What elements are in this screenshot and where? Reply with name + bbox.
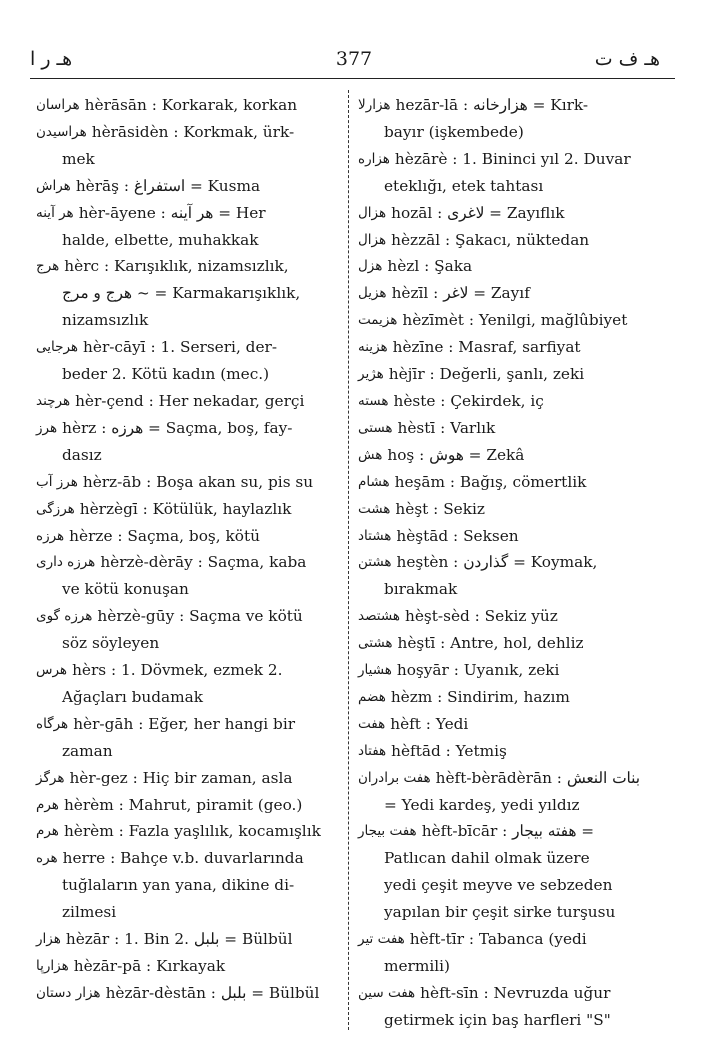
dictionary-entry (358, 280, 670, 307)
dictionary-entry (36, 765, 348, 792)
entry-text: hozāl : لاغری = Zayıflık (391, 203, 565, 222)
arabic-headword: هضم (358, 688, 386, 705)
dictionary-entry (36, 845, 348, 872)
dictionary-entry (36, 388, 348, 415)
entry-text: hèzl : Şaka (387, 257, 473, 276)
column-divider (348, 90, 349, 1030)
arabic-headword: هزارلا (358, 97, 391, 113)
dictionary-entry (358, 307, 670, 334)
entry-text: hèr-gez : Hiç bir zaman, asla (69, 768, 293, 787)
entry-text: nizamsızlık (62, 311, 149, 330)
left-column (36, 92, 348, 1007)
arabic-headword: هراش (36, 177, 71, 194)
entry-text: tuğlaların yan yana, dikine di- (62, 876, 295, 895)
arabic-headword: هشیار (358, 662, 392, 679)
dictionary-entry (358, 334, 670, 361)
entry-continuation (358, 792, 670, 819)
entry-text: hoş : هوش = Zekâ (387, 445, 525, 464)
dictionary-entry (358, 630, 670, 657)
dictionary-entry (358, 657, 670, 684)
arabic-headword: هرجایی (36, 339, 79, 356)
entry-text: getirmek için baş harfleri "S" (384, 1010, 611, 1029)
entry-continuation (36, 307, 348, 334)
dictionary-entry (36, 334, 348, 361)
page-header (0, 48, 708, 78)
entry-continuation (36, 872, 348, 899)
arabic-headword: هرج (36, 258, 60, 275)
entry-text: hèşt : Sekiz (395, 499, 485, 518)
entry-text: mermili) (384, 957, 451, 975)
arabic-headword: هزیل (358, 285, 387, 302)
entry-continuation (358, 899, 670, 926)
entry-text: herre : Bahçe v.b. duvarlarında (62, 849, 304, 868)
entry-continuation (36, 576, 348, 603)
entry-text: hèr-gāh : Eğer, her hangi bir (73, 714, 296, 733)
entry-text: mek (62, 149, 95, 168)
entry-text: hèzārè : 1. Bininci yıl 2. Duvar (394, 149, 631, 168)
entry-continuation (358, 576, 670, 603)
arabic-headword: هرم (36, 796, 59, 813)
entry-text: hèft-bīcār : هفته بیجار = (421, 822, 595, 841)
arabic-headword: هفت (358, 715, 386, 732)
dictionary-entry (358, 388, 670, 415)
arabic-headword: هزال (358, 204, 387, 221)
arabic-headword: هفتاد (358, 742, 387, 759)
dictionary-entry (358, 738, 670, 765)
arabic-headword: هره (36, 850, 58, 867)
dictionary-entry (358, 200, 670, 227)
entry-text: hèrc : Karışıklık, nizamsızlık, (64, 257, 289, 276)
dictionary-entry (358, 253, 670, 280)
arabic-headword: هراسیدن (36, 123, 87, 140)
entry-text: hèrz-āb : Boşa akan su, pis su (82, 472, 314, 491)
entry-text: halde, elbette, muhakkak (62, 230, 259, 249)
header-rule (30, 78, 675, 79)
entry-text: bırakmak (384, 580, 458, 599)
entry-text: hèzīl : لاغر = Zayıf (391, 284, 530, 303)
entry-text: hèrèm : Mahrut, piramit (geo.) (63, 795, 303, 814)
entry-continuation (358, 1007, 670, 1034)
arabic-headword: هرزه داری (36, 554, 96, 571)
dictionary-entry (36, 792, 348, 819)
entry-text: Patlıcan dahil olmak üzere (384, 849, 590, 868)
entry-continuation (358, 872, 670, 899)
entry-continuation (36, 227, 348, 254)
dictionary-entry (36, 119, 348, 146)
entry-text: هرج و مرج ~ = Karmakarışıklık, (62, 284, 301, 303)
entry-text: hèft : Yedi (390, 714, 469, 733)
dictionary-entry (358, 980, 670, 1007)
dictionary-entry (36, 603, 348, 630)
arabic-headword: هشام (358, 473, 390, 490)
dictionary-entry (36, 92, 348, 119)
entry-text: zaman (62, 741, 113, 760)
entry-continuation (36, 146, 348, 173)
entry-text: hèzzāl : Şakacı, nüktedan (391, 230, 590, 249)
entry-text: hezār-lā : هزارخانه = Kırk- (395, 96, 589, 114)
right-column (358, 92, 670, 1034)
dictionary-entry (36, 469, 348, 496)
page-number: 377 (335, 48, 373, 70)
entry-text: ve kötü konuşan (62, 580, 189, 599)
arabic-headword: هرزگی (36, 500, 75, 517)
dictionary-entry (36, 711, 348, 738)
entry-continuation (358, 953, 670, 980)
dictionary-entry (358, 549, 670, 576)
arabic-headword: هش (358, 446, 383, 463)
dictionary-entry (36, 253, 348, 280)
entry-text: hèştī : Antre, hol, dehliz (397, 634, 584, 653)
entry-continuation (36, 442, 348, 469)
dictionary-entry (358, 603, 670, 630)
arabic-headword: هسته (358, 392, 389, 409)
dictionary-entry (36, 496, 348, 523)
arabic-headword: هزینه (358, 339, 388, 356)
dictionary-entry (36, 980, 348, 1007)
dictionary-entry (36, 926, 348, 953)
header-left-letters: هـ ر ا (30, 48, 73, 70)
arabic-headword: هفت تیر (358, 931, 405, 948)
entry-text: hèstī : Varlık (397, 418, 496, 437)
arabic-headword: هژیر (358, 366, 384, 383)
entry-text: hèzār-pā : Kırkayak (73, 957, 226, 975)
dictionary-entry (358, 442, 670, 469)
dictionary-entry (358, 92, 670, 119)
entry-continuation (36, 899, 348, 926)
entry-continuation (358, 173, 670, 200)
dictionary-entry (358, 146, 670, 173)
entry-continuation (36, 361, 348, 388)
entry-text: hèr-cāyī : 1. Serseri, der- (83, 338, 277, 357)
entry-text: hèrzè-dèrāy : Saçma, kaba (100, 553, 307, 572)
entry-text: zilmesi (62, 903, 117, 922)
entry-text: hèste : Çekirdek, iç (393, 391, 544, 410)
dictionary-entry (36, 818, 348, 845)
entry-text: hèrzè-gūy : Saçma ve kötü (97, 607, 303, 626)
entry-text: hèzār : 1. Bin 2. بلبل = Bülbül (65, 930, 293, 949)
arabic-headword: هشتاد (358, 527, 392, 544)
arabic-headword: هرزه (36, 527, 65, 544)
entry-text: hèft-tīr : Tabanca (yedi (409, 930, 587, 949)
arabic-headword: هشتن (358, 554, 392, 571)
arabic-headword: هر آینه (36, 204, 74, 221)
dictionary-entry (358, 469, 670, 496)
arabic-headword: هراسان (36, 97, 80, 113)
entry-text: hèft-sīn : Nevruzda uğur (420, 983, 611, 1002)
dictionary-entry (358, 765, 670, 792)
arabic-headword: هزار (36, 931, 61, 948)
entry-text: yedi çeşit meyve ve sebzeden (384, 876, 613, 895)
arabic-headword: هفت برادران (358, 769, 431, 786)
dictionary-entry (358, 523, 670, 550)
dictionary-entry (36, 549, 348, 576)
arabic-headword: هرگز (36, 769, 65, 786)
entry-text: hoşyār : Uyanık, zeki (396, 661, 560, 680)
entry-text: hèft-bèrādèrān : بنات النعش (435, 768, 641, 787)
entry-text: hèzār-dèstān : بلبل = Bülbül (105, 983, 320, 1002)
arabic-headword: هزار دستان (36, 984, 101, 1001)
entry-text: heştèn : گذاردن = Koymak, (396, 553, 598, 572)
arabic-headword: هزارپا (36, 958, 69, 974)
dictionary-entry (358, 926, 670, 953)
entry-continuation (36, 738, 348, 765)
entry-text: hèzīmèt : Yenilgi, mağlûbiyet (402, 311, 628, 330)
dictionary-entry (358, 818, 670, 845)
entry-text: bayır (işkembede) (384, 122, 524, 141)
arabic-headword: هستی (358, 419, 393, 436)
arabic-headword: هرز آب (36, 473, 78, 490)
arabic-headword: هشتی (358, 635, 393, 652)
entry-continuation (36, 630, 348, 657)
dictionary-entry (358, 361, 670, 388)
entry-text: hèştād : Seksen (396, 526, 519, 545)
entry-text: hèrāş : استفراغ = Kusma (75, 176, 261, 195)
entry-text: hèşt-sèd : Sekiz yüz (405, 607, 558, 626)
dictionary-entry (358, 496, 670, 523)
dictionary-entry (358, 415, 670, 442)
dictionary-entry (36, 173, 348, 200)
arabic-headword: هزل (358, 258, 383, 275)
entry-text: söz söyleyen (62, 634, 160, 653)
entry-text: yapılan bir çeşit sirke turşusu (384, 903, 616, 922)
entry-continuation (36, 280, 348, 307)
entry-text: hèrs : 1. Dövmek, ezmek 2. (72, 661, 283, 680)
dictionary-entry (358, 227, 670, 254)
arabic-headword: هرچند (36, 392, 71, 409)
entry-text: hèr-āyene : هر آینه = Her (78, 203, 266, 222)
arabic-headword: هزاره (358, 150, 390, 167)
arabic-headword: هرس (36, 662, 68, 679)
arabic-headword: هرز (36, 419, 58, 436)
dictionary-entry (358, 684, 670, 711)
arabic-headword: هزیمت (358, 312, 398, 329)
entry-text: = Yedi kardeş, yedi yıldız (384, 795, 580, 814)
entry-text: hèrzègī : Kötülük, haylazlık (79, 499, 292, 518)
entry-text: hèrāsān : Korkarak, korkan (84, 96, 298, 114)
entry-text: hèzīne : Masraf, sarfiyat (392, 338, 581, 357)
entry-text: hèrze : Saçma, boş, kötü (69, 526, 260, 545)
entry-text: hèjīr : Değerli, şanlı, zeki (388, 365, 585, 384)
entry-text: hèrāsidèn : Korkmak, ürk- (91, 122, 295, 141)
entry-text: dasız (62, 445, 102, 464)
entry-text: hèzm : Sindirim, hazım (390, 687, 570, 706)
entry-text: hèrèm : Fazla yaşlılık, kocamışlık (63, 822, 321, 841)
entry-text: eteklığı, etek tahtası (384, 176, 544, 195)
entry-text: hèrz : هرزه = Saçma, boş, fay- (62, 418, 293, 437)
arabic-headword: هفت بیجار (358, 823, 417, 840)
header-right-letters: هـ ف ت (594, 48, 660, 70)
arabic-headword: هرم (36, 823, 59, 840)
arabic-headword: هفت سین (358, 984, 416, 1001)
entry-text: hèftād : Yetmiş (391, 741, 507, 760)
entry-continuation (36, 684, 348, 711)
dictionary-entry (36, 953, 348, 980)
dictionary-entry (36, 523, 348, 550)
arabic-headword: هشت (358, 500, 391, 517)
arabic-headword: هزال (358, 231, 387, 248)
arabic-headword: هرگاه (36, 715, 69, 732)
dictionary-entry (358, 711, 670, 738)
dictionary-entry (36, 415, 348, 442)
entry-continuation (358, 845, 670, 872)
entry-text: beder 2. Kötü kadın (mec.) (62, 365, 270, 384)
arabic-headword: هرزه گوی (36, 608, 93, 625)
dictionary-entry (36, 200, 348, 227)
dictionary-entry (36, 657, 348, 684)
entry-continuation (358, 119, 670, 146)
entry-text: hèr-çend : Her nekadar, gerçi (75, 391, 305, 410)
entry-text: heşām : Bağış, cömertlik (394, 472, 587, 491)
entry-text: Ağaçları budamak (62, 687, 204, 706)
arabic-headword: هشتصد (358, 608, 401, 625)
